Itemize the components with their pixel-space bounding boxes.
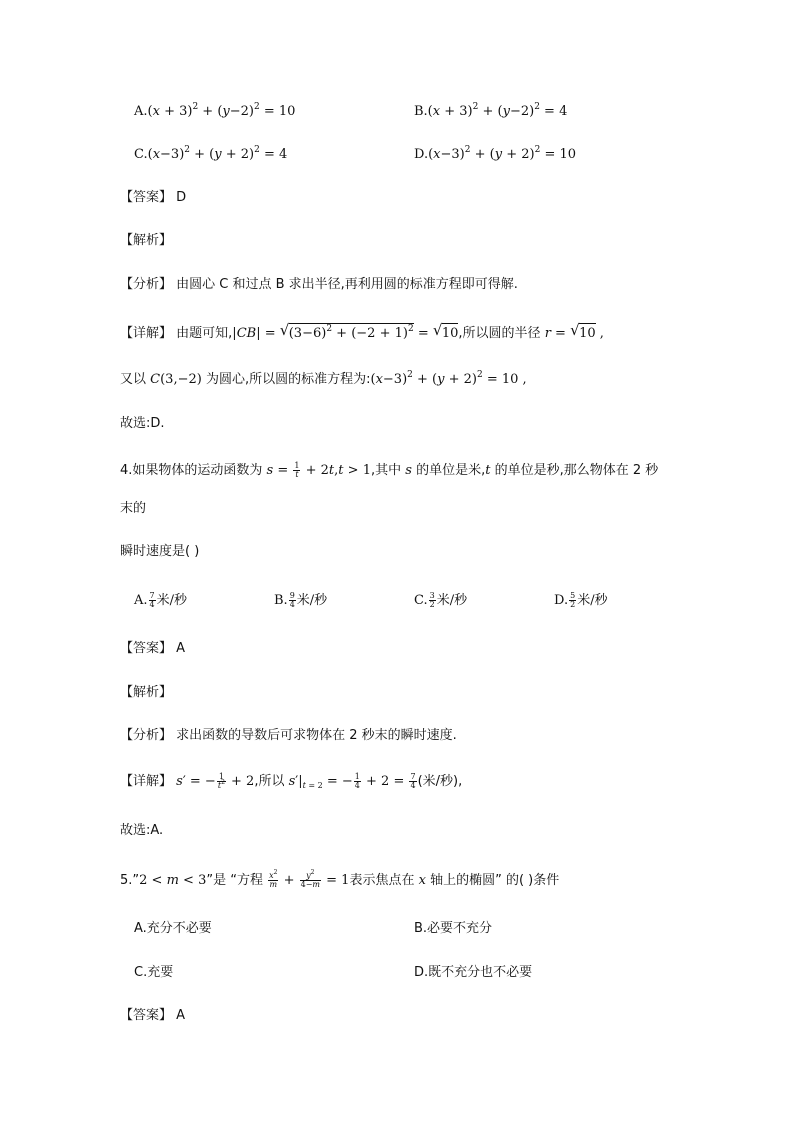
q4-stem-cont: 末的: [120, 501, 147, 516]
q3-fenxi: 【分析】 由圆心 C 和过点 B 求出半径,再利用圆的标准方程即可得解.: [120, 277, 518, 292]
q5-stem: 5.”2 < m < 3”是 “方程 $\frac{x^2}{m}$ + $\frac{y^2}{4-m}$ = 1表示焦点在 x 轴上的椭圆” 的( )条件: [120, 869, 560, 889]
q4-conclusion: 故选:A.: [120, 823, 164, 838]
q4-fenxi: 【分析】 求出函数的导数后可求物体在 2 秒末的瞬时速度.: [120, 728, 457, 743]
q3-option-d: $D.(x-3)^2 + (y + 2)^2 = 10$: [414, 145, 577, 162]
q4-option-b: B. $\frac{9}{4}$ 米/秒: [274, 591, 328, 609]
q5-stem-prefix: 5.”: [120, 873, 140, 888]
q5-stem-suffix: 表示焦点在: [349, 873, 415, 888]
q4-stem-prefix: 4.如果物体的运动函数为: [120, 463, 263, 478]
q5-option-a: A.充分不必要: [134, 921, 212, 936]
q3-detail: 【详解】 由题可知,|CB| = √ $(3-6)^2 + (-2 + 1)^2$ = √ 10,所以圆的半径 r = √ 10 ,: [120, 323, 604, 343]
q4-detail: 【详解】 s′ = − $\frac{1}{t^2}$ + 2,所以 $s'|_{t = 2}$ = − $\frac{1}{4}$ + 2 = $\frac{7}{4}$ (米/秒),: [120, 772, 463, 790]
q4-detail-unit: (米/秒),: [417, 774, 463, 789]
q4-analysis-heading: 【解析】: [120, 685, 173, 700]
q3-option-b: $B.(x + 3)^2 + (y-2)^2 = 4$: [414, 102, 568, 119]
q4-stem-mid2: 的单位是米,: [416, 463, 486, 478]
q4-detail-label: 【详解】: [120, 774, 173, 789]
q4-stem-mid: ,其中: [370, 463, 402, 478]
q3-option-a: $A.(x + 3)^2 + (y-2)^2 = 10$: [134, 102, 296, 119]
q5-stem-mid: ”是 “方程: [206, 873, 263, 888]
q4-answer: 【答案】 A: [120, 641, 186, 656]
q5-option-c: C.充要: [134, 965, 174, 980]
q4-stem: 4.如果物体的运动函数为 s = $\frac{1}{t}$ + 2t,t > 1,其中 s 的单位是米,t 的单位是秒,那么物体在 2 秒: [120, 461, 659, 479]
detail-label: 【详解】: [120, 326, 173, 341]
detail-text1: 由题可知,: [176, 326, 233, 341]
detail-text2: ,所以圆的半径: [458, 326, 541, 341]
q5-option-b: B.必要不充分: [414, 921, 493, 936]
q3-conclusion: 故选:D.: [120, 416, 165, 431]
q4-option-c: C. $\frac{3}{2}$ 米/秒: [414, 591, 468, 609]
q4-detail-mid: ,所以: [254, 774, 285, 789]
q4-option-d: D. $\frac{5}{2}$ 米/秒: [554, 591, 608, 609]
q5-stem-suffix2: 轴上的椭圆” 的( )条件: [430, 873, 560, 888]
q3-answer: 【答案】 D: [120, 190, 187, 205]
q3-option-c: $C.(x-3)^2 + (y + 2)^2 = 4$: [134, 145, 288, 162]
q4-stem-mid3: 的单位是秒,那么物体在 2 秒: [494, 463, 659, 478]
line2-text1: 又以: [120, 372, 147, 387]
line2-text2: 为圆心,所以圆的标准方程为:: [205, 372, 371, 387]
q3-line2: 又以 C(3,−2) 为圆心,所以圆的标准方程为$:(x-3)^2 + (y + 2)^2 = 10$ ,: [120, 370, 527, 387]
q5-answer: 【答案】 A: [120, 1008, 186, 1023]
q3-analysis-heading: 【解析】: [120, 233, 173, 248]
q5-option-d: D.既不充分也不必要: [414, 965, 533, 980]
q4-stem-line3: 瞬时速度是( ): [120, 544, 200, 559]
q4-option-a: A. $\frac{7}{4}$ 米/秒: [134, 591, 188, 609]
